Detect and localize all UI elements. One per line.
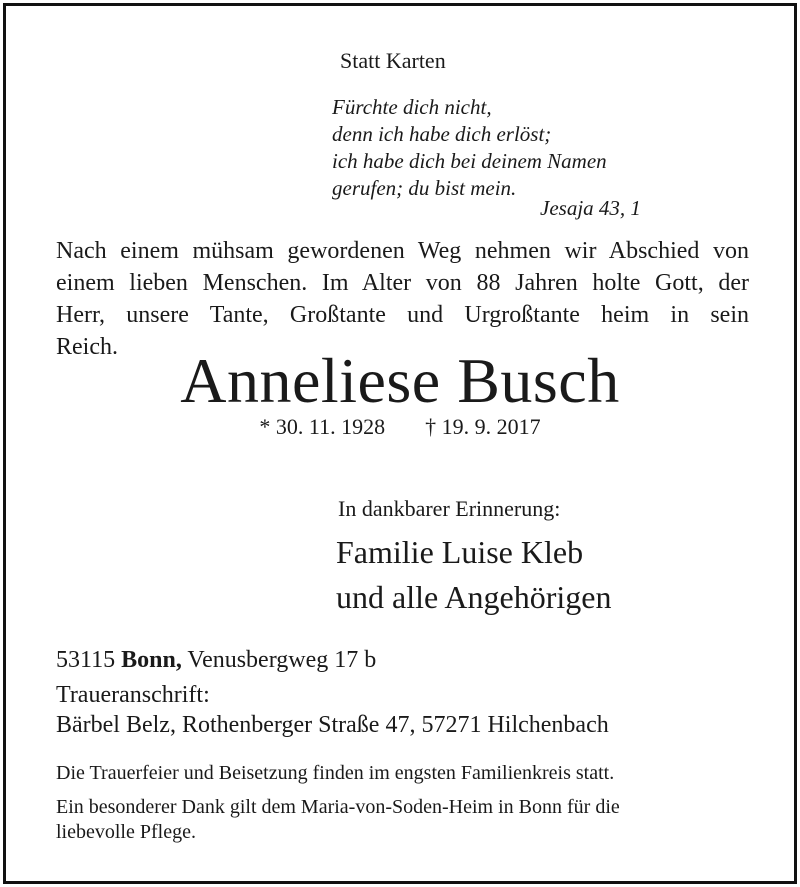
deceased-name: Anneliese Busch [180, 345, 620, 416]
funeral-note: Die Trauerfeier und Beisetzung finden im engsten Familienkreis statt. [56, 762, 615, 784]
verse-line: Fürchte dich nicht, [332, 95, 492, 119]
verse-line: denn ich habe dich erlöst; [332, 122, 552, 146]
intro-line: Reich. [56, 334, 118, 360]
life-dates [6, 414, 794, 440]
relatives-line: und alle Angehörigen [336, 579, 612, 615]
verse-line: ich habe dich bei deinem Namen [332, 149, 607, 173]
verse-line: gerufen; du bist mein. [332, 176, 517, 200]
intro-line: Herr, unsere Tante, Großtante und Urgroßtante heim in sein [56, 302, 749, 328]
obituary-notice [3, 3, 797, 884]
gratitude-line: In dankbarer Erinnerung: [338, 496, 561, 521]
family-name: Familie Luise Kleb [336, 534, 584, 570]
thanks-line: liebevolle Pflege. [56, 821, 196, 843]
mourning-address: Bärbel Belz, Rothenberger Straße 47, 57271 Hilchenbach [56, 712, 609, 738]
address-street: Venusbergweg 17 b [187, 647, 377, 673]
address-city: Bonn, [121, 647, 182, 673]
intro-line: Nach einem mühsam gewordenen Weg nehmen wir Abschied von [56, 238, 749, 264]
verse-reference: Jesaja 43, 1 [540, 196, 641, 220]
mourning-address-label: Traueranschrift: [56, 682, 210, 708]
death-date: † 19. 9. 2017 [425, 414, 541, 439]
thanks-note [56, 795, 620, 845]
thanks-line: Ein besonderer Dank gilt dem Maria-von-Soden-Heim in Bonn für die [56, 796, 620, 818]
header-text: Statt Karten [340, 48, 446, 73]
address-line [56, 647, 376, 674]
intro-line: einem lieben Menschen. Im Alter von 88 Jahren holte Gott, der [56, 270, 749, 296]
bible-verse [332, 94, 607, 202]
birth-date: * 30. 11. 1928 [259, 414, 386, 439]
address-postcode: 53115 [56, 647, 116, 673]
